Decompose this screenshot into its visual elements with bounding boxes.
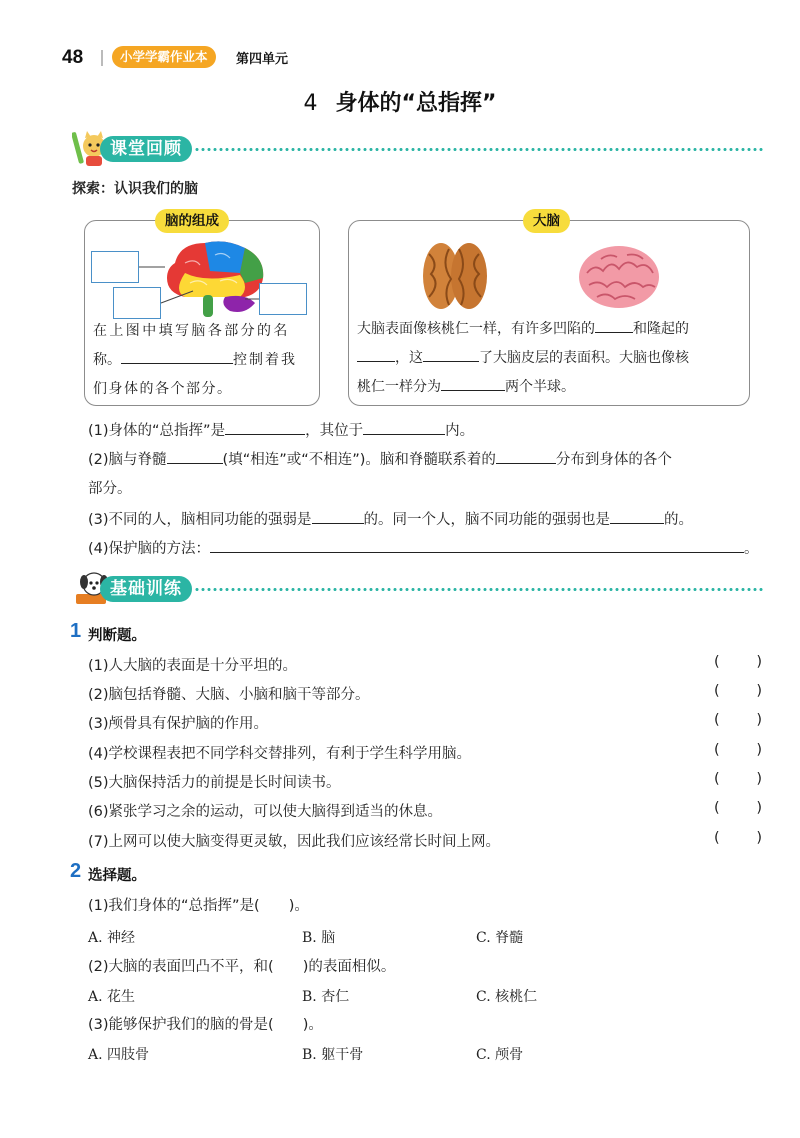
q3-text-a: (3)不同的人，脑相同功能的强弱是 xyxy=(88,512,312,528)
choice-1-c[interactable]: C. 脊髓 xyxy=(476,930,524,946)
choice-1-a[interactable]: A. 神经 xyxy=(88,930,136,946)
box2-line2-b: 了大脑皮层的表面积。大脑也像核 xyxy=(479,350,689,366)
q1-text-a: (1)身体的“总指挥”是 xyxy=(88,423,226,439)
box2-line1-a: 大脑表面像核桃仁一样，有许多凹陷的 xyxy=(357,321,595,337)
part1-number: 1 xyxy=(70,620,82,642)
answer-paren-3[interactable] xyxy=(714,712,762,728)
q2-text-b: (填“相连”或“不相连”)。脑和脊髓联系着的 xyxy=(222,452,496,468)
choice-2-b[interactable]: B. 杏仁 xyxy=(302,989,350,1005)
box2-line1 xyxy=(357,315,747,344)
paren-close: ) xyxy=(756,683,762,699)
dotted-rule xyxy=(194,148,764,151)
brain-composition-box xyxy=(84,213,320,406)
cerebrum-box xyxy=(348,213,750,406)
choice-question-1: (1)我们身体的“总指挥”是( )。 xyxy=(88,898,309,914)
brain-composition-text xyxy=(93,317,315,404)
q1-text-b: ，其位于 xyxy=(305,423,364,439)
judge-item-2: (2)脑包括脊髓、大脑、小脑和脑干等部分。 xyxy=(88,687,370,703)
judge-item-1: (1)人大脑的表面是十分平坦的。 xyxy=(88,658,298,674)
box2-line2 xyxy=(357,344,747,373)
choice-1-b[interactable]: B. 脑 xyxy=(302,930,336,946)
q1-blank-2[interactable] xyxy=(363,420,445,435)
judge-item-4: (4)学校课程表把不同学科交替排列，有利于学生科学用脑。 xyxy=(88,746,472,762)
lesson-title-text: 身体的“总指挥” xyxy=(335,91,497,116)
dotted-rule xyxy=(194,588,764,591)
q1-blank-1[interactable] xyxy=(225,420,305,435)
paren-open: ( xyxy=(714,830,720,846)
lesson-title xyxy=(0,86,800,117)
book-title-badge: 小学学霸作业本 xyxy=(112,46,216,68)
paren-close: ) xyxy=(756,800,762,816)
cerebrum-tag: 大脑 xyxy=(523,209,570,233)
answer-paren-7[interactable] xyxy=(714,830,762,846)
choice-question-3: (3)能够保护我们的脑的骨是( )。 xyxy=(88,1017,323,1033)
judge-item-7: (7)上网可以使大脑变得更灵敏，因此我们应该经常长时间上网。 xyxy=(88,834,501,850)
unit-label: 第四单元 xyxy=(236,52,289,67)
q3-blank-2[interactable] xyxy=(610,509,664,524)
q3-blank-1[interactable] xyxy=(312,509,364,524)
choice-3-c[interactable]: C. 颅骨 xyxy=(476,1047,524,1063)
review-question-4 xyxy=(88,538,759,559)
box2-line1-b: 和隆起的 xyxy=(633,321,689,337)
answer-paren-4[interactable] xyxy=(714,742,762,758)
answer-paren-5[interactable] xyxy=(714,771,762,787)
training-banner-label: 基础训练 xyxy=(100,576,192,602)
box1-line2-b: 控制着我 xyxy=(233,352,297,368)
answer-paren-6[interactable] xyxy=(714,800,762,816)
paren-open: ( xyxy=(714,800,720,816)
box1-line2-a: 称。 xyxy=(93,352,121,368)
judge-item-3: (3)颅骨具有保护脑的作用。 xyxy=(88,716,269,732)
review-question-3 xyxy=(88,509,693,530)
box1-line2 xyxy=(93,346,315,375)
cerebrum-text xyxy=(357,315,747,402)
q2-blank-2[interactable] xyxy=(496,449,556,464)
box1-line1: 在上图中填写脑各部分的名 xyxy=(93,323,290,339)
box2-blank-2[interactable] xyxy=(357,346,395,362)
box2-blank-1[interactable] xyxy=(595,317,633,333)
review-question-2 xyxy=(88,449,768,470)
q4-text-b: 。 xyxy=(744,541,759,557)
judge-item-5: (5)大脑保持活力的前提是长时间读书。 xyxy=(88,775,341,791)
training-banner xyxy=(72,568,772,608)
cerebrum-icon xyxy=(577,243,661,311)
paren-close: ) xyxy=(756,830,762,846)
review-question-2-cont: 部分。 xyxy=(88,481,132,497)
review-banner-label: 课堂回顾 xyxy=(100,136,192,162)
q2-text-c: 分布到身体的各个 xyxy=(555,452,672,468)
box1-line3: 们身体的各个部分。 xyxy=(93,381,233,397)
answer-paren-2[interactable] xyxy=(714,683,762,699)
box2-line3-a: 桃仁一样分为 xyxy=(357,379,441,395)
review-question-1 xyxy=(88,420,474,441)
box2-blank-4[interactable] xyxy=(441,375,505,391)
header-divider xyxy=(101,50,103,66)
box1-blank-1[interactable] xyxy=(121,348,233,364)
q4-text-a: (4)保护脑的方法： xyxy=(88,541,211,557)
page-number: 48 xyxy=(62,47,84,68)
choice-3-b[interactable]: B. 躯干骨 xyxy=(302,1047,364,1063)
paren-close: ) xyxy=(756,771,762,787)
q2-blank-1[interactable] xyxy=(167,449,223,464)
lesson-number: 4 xyxy=(303,91,318,116)
paren-close: ) xyxy=(756,742,762,758)
box2-line2-a: ，这 xyxy=(395,350,423,366)
paren-close: ) xyxy=(756,712,762,728)
q3-text-b: 的。同一个人，脑不同功能的强弱也是 xyxy=(363,512,611,528)
q1-text-c: 内。 xyxy=(445,423,475,439)
choice-question-2: (2)大脑的表面凹凸不平，和( )的表面相似。 xyxy=(88,959,396,975)
box2-line3-b: 两个半球。 xyxy=(505,379,575,395)
walnut-kernel-icon xyxy=(419,239,491,313)
explore-heading: 探索：认识我们的脑 xyxy=(72,181,198,197)
part2-title: 选择题。 xyxy=(88,868,146,884)
review-banner xyxy=(72,128,772,168)
answer-paren-1[interactable] xyxy=(714,654,762,670)
choice-2-a[interactable]: A. 花生 xyxy=(88,989,136,1005)
q4-blank[interactable] xyxy=(210,538,744,553)
paren-open: ( xyxy=(714,742,720,758)
part1-title: 判断题。 xyxy=(88,628,146,644)
judge-item-6: (6)紧张学习之余的运动，可以使大脑得到适当的休息。 xyxy=(88,804,443,820)
paren-open: ( xyxy=(714,712,720,728)
paren-open: ( xyxy=(714,771,720,787)
choice-3-a[interactable]: A. 四肢骨 xyxy=(88,1047,150,1063)
paren-open: ( xyxy=(714,683,720,699)
q3-text-c: 的。 xyxy=(664,512,694,528)
q2-text-a: (2)脑与脊髓 xyxy=(88,452,167,468)
part2-number: 2 xyxy=(70,860,82,882)
box2-line3 xyxy=(357,373,747,402)
box2-blank-3[interactable] xyxy=(423,346,479,362)
label-leader-lines xyxy=(85,221,321,331)
brain-composition-tag: 脑的组成 xyxy=(155,209,229,233)
paren-close: ) xyxy=(756,654,762,670)
choice-2-c[interactable]: C. 核桃仁 xyxy=(476,989,538,1005)
paren-open: ( xyxy=(714,654,720,670)
